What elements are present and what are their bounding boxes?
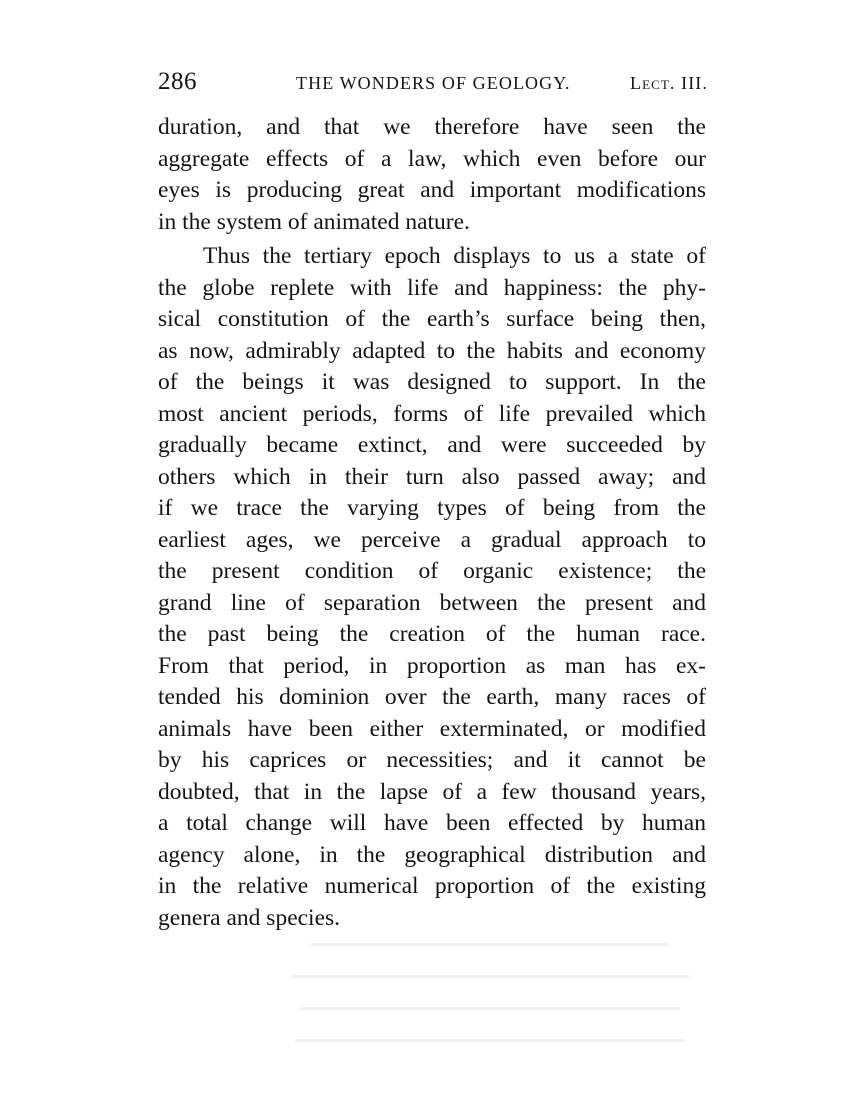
text-line: gradually became extinct, and were succeeded by xyxy=(158,432,706,458)
text-line: earliest ages, we perceive a gradual approach to xyxy=(158,526,706,553)
text-line: From that period, in proportion as man has ex- xyxy=(158,652,706,679)
text-line: most ancient periods, forms of life prevailed which xyxy=(158,400,706,427)
text-line: if we trace the varying types of being from the xyxy=(158,495,706,521)
text-line: animals have been either exterminated, or modified xyxy=(158,715,706,742)
text-line: grand line of separation between the present and xyxy=(158,589,706,616)
running-title: THE WONDERS OF GEOLOGY. xyxy=(296,73,571,93)
text-line: in the relative numerical proportion of the existing xyxy=(158,873,706,899)
text-line: others which in their turn also passed away; and xyxy=(158,463,706,490)
paragraph-2 xyxy=(158,241,706,934)
running-head xyxy=(158,68,708,96)
text-line: agency alone, in the geographical distribution and xyxy=(158,841,706,868)
paragraph-1 xyxy=(158,112,706,238)
text-line: the globe replete with life and happiness: the phy- xyxy=(158,274,706,301)
text-line: doubted, that in the lapse of a few thousand years, xyxy=(158,778,706,805)
text-line: Thus the tertiary epoch displays to us a state of xyxy=(203,243,706,269)
text-line: as now, admirably adapted to the habits and economy xyxy=(158,337,706,364)
lecture-label: Lect. III. xyxy=(629,73,708,93)
text-line: a total change will have been effected by human xyxy=(158,810,706,836)
text-line: by his caprices or necessities; and it cannot be xyxy=(158,747,706,773)
page-number: 286 xyxy=(158,68,197,95)
text-line: the present condition of organic existence; the xyxy=(158,558,706,584)
text-line: duration, and that we therefore have seen the xyxy=(158,114,706,140)
text-line: aggregate effects of a law, which even before our xyxy=(158,145,706,172)
text-line: tended his dominion over the earth, many races of xyxy=(158,684,706,710)
text-line: eyes is producing great and important modifications xyxy=(158,177,706,203)
text-line: in the system of animated nature. xyxy=(158,208,470,235)
show-through-texture xyxy=(290,935,710,1055)
text-line: genera and species. xyxy=(158,904,341,931)
body-text xyxy=(158,112,706,934)
text-line: the past being the creation of the human race. xyxy=(158,621,706,647)
text-line: of the beings it was designed to support. In the xyxy=(158,369,706,395)
text-line: sical constitution of the earth’s surface being then, xyxy=(158,306,706,332)
